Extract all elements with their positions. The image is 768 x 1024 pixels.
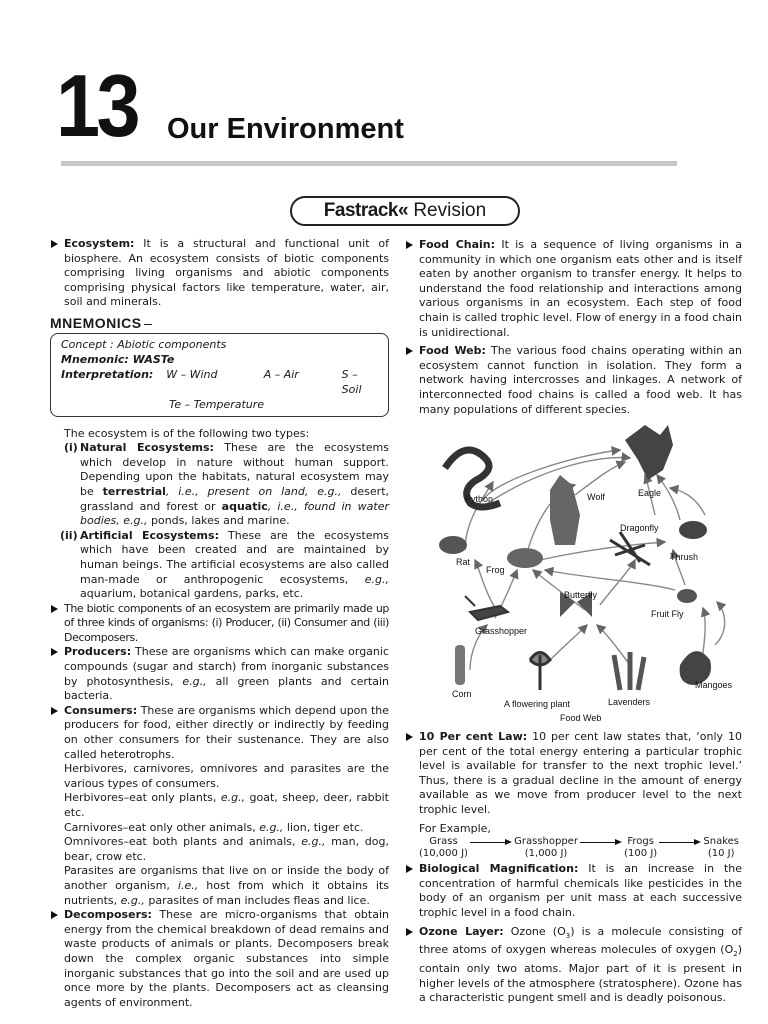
natural-text: These are the ecosystems which develop in nature without human support. Depending upon the habitats, natural ecosystem may be [80,441,389,498]
decomposers-term: Decomposers: [64,908,152,922]
ozone-text2: ) is a molecule consisting of three atoms of oxygen whereas molecules of oxygen (O [419,924,743,957]
decomposers-item [50,908,389,1010]
consumers-item [50,704,389,762]
label-eagle: Eagle [638,488,662,498]
producers-eg: e.g., [182,674,207,688]
food-web-figure [425,420,755,728]
herbivores-text: Herbivores–eat only plants, [64,791,221,805]
wolf-icon [550,475,580,545]
chapter-title: Our Environment [167,113,404,145]
thrush-icon [679,521,707,539]
ozone-text: Ozone (O [503,924,566,938]
omnivores-line [50,835,389,864]
example-label: For Example, [419,821,491,835]
artificial-text2: aquarium, botanical gardens, parks, etc. [80,587,304,601]
artificial-term: Artificial Ecosystems: [80,528,219,542]
bio-mag-item [405,862,742,920]
bullet-triangle-icon [51,240,58,248]
decomposers-text: These are micro-organisms that obtain energy from the chemical breakdown of dead remains and waste products of animals or plants. Decomposers break down the complex organic substances into simple inorganic substances that go into the soil and are used up once more by the plants. Decomposers act as cleansing agents of environment. [64,908,389,1009]
chain-grass-energy: (10,000 J) [419,848,468,860]
mnemonic-s: S – Soil [341,367,362,396]
rat-icon [439,536,467,554]
lavender-icon [614,652,644,690]
food-web-diagram [425,420,755,728]
herbivores-line [50,791,389,820]
label-mangoes: Mangoes [695,680,733,690]
fastrack-brand: Fastrack [323,200,398,221]
chapter-number: 13 [56,56,137,155]
mnemonics-heading [50,316,389,331]
ecosystem-text: It is a structural and functional unit of biosphere. An ecosystem consists of biotic components comprising living organisms and abiotic components comprising physical factors like temperature, water, air, soil and minerals. [64,237,389,309]
carnivores-line [50,821,389,836]
food-chain-item [405,238,742,340]
corn-icon [455,645,465,685]
ozone-subscript: 3 [565,931,571,940]
natural-num: (i) [64,441,78,455]
producers-text: These are organisms which can make organic compounds (sugar and starch) from inorganic substances by photosynthesis, [64,645,389,688]
right-column-lower [405,730,742,1006]
chain-snakes [703,836,739,860]
food-web-text: The various food chains operating within an ecosystem cannot function in isolation. They form a network having intercrosses and linkages. A network of interconnected food chains is called a food web. It has many populations of different species. [419,344,742,416]
natural-terrestrial: terrestrial [102,484,166,498]
natural-ie2: , i.e., found in water bodies, [80,499,389,528]
label-dragonfly: Dragonfly [620,523,659,533]
bullet-triangle-icon [406,241,413,249]
example-food-chain [419,836,739,860]
dragonfly-icon [610,532,650,565]
parasites-line [50,864,389,908]
ecosystem-item [50,237,389,310]
label-rat: Rat [456,557,471,567]
label-wolf: Wolf [587,492,605,502]
natural-ie: , i.e., present on land, [165,484,318,498]
mnemonic-value: Mnemonic: WASTe [61,352,175,366]
ten-percent-text: 10 per cent law states that, ‘only 10 per cent of the total energy entering a particular trophic level is available for transfer to the next trophic level.’ Thus, there is a gradual decline in the amount of energy available as we move from producer level to the next trophic level. [419,730,743,816]
ten-percent-item [405,730,742,818]
oxygen-subscript: 2 [733,950,738,959]
label-python: Python [465,494,494,504]
mnemonics-heading-text: MNEMONICS [50,314,142,331]
chain-grasshopper-name: Grasshopper [514,836,578,848]
grasshopper-icon [465,596,508,620]
artificial-num: (ii) [60,528,78,542]
types-intro: The ecosystem is of the following two types: [64,426,310,440]
chain-frogs-energy: (100 J) [624,848,658,860]
parasites-text2: host from which it obtains its nutrients, [64,878,389,907]
artificial-ecosystem-item [50,529,389,602]
arrow-right-icon [580,836,622,848]
label-corn: Corn [452,689,472,699]
figure-caption: Food Web [560,713,602,723]
bullet-triangle-icon [406,347,413,355]
ten-percent-term: 10 Per cent Law: [419,730,528,743]
parasites-eg: e.g., [120,893,145,907]
label-frog: Frog [486,565,505,575]
natural-term: Natural Ecosystems: [80,441,214,455]
chain-grass-name: Grass [429,836,458,848]
ozone-term: Ozone Layer: [419,924,504,938]
parasites-ie: i.e., [177,878,199,892]
chain-snakes-name: Snakes [703,836,740,848]
bullet-triangle-icon [406,928,413,936]
fastrack-mark: « [397,200,409,221]
consumers-text: These are organisms which depend upon the producers for food, either directly or indirectly by feeding on other consumers for their sustenance. They are also called heterotrophs. [64,703,389,761]
arrow-right-icon [659,836,701,848]
right-column [405,238,742,417]
flowering-plant-icon [530,653,550,691]
label-flowering-plant: A flowering plant [504,699,571,709]
label-grasshopper: Grasshopper [475,626,528,636]
ecosystem-term: Ecosystem: [64,237,135,250]
mnemonics-box [50,333,389,417]
bullet-triangle-icon [51,707,58,715]
mnemonic-concept: Concept : Abiotic components [61,337,227,351]
label-butterfly: Butterfly [564,590,598,600]
mnemonics-heading-rule [144,324,152,325]
bullet-triangle-icon [406,733,413,741]
bullet-triangle-icon [51,911,58,919]
mnemonic-w: W – Wind [166,367,218,381]
omnivores-text2: man, dog, bear, crow etc. [64,835,389,863]
chapter-divider [61,161,677,166]
natural-aquatic: aquatic [221,499,268,513]
label-lavenders: Lavenders [608,697,651,707]
ozone-text3: ) contain only two atoms. Major part of it is present in higher levels of the atmosphere (stratosphere). Ozone has a characteristic pungent smell and is deadly poisonous. [419,943,742,1005]
biotic-item [50,602,389,646]
eagle-icon [625,425,673,480]
food-web-term: Food Web: [419,344,486,358]
natural-eg: e.g., [317,484,342,498]
frog-icon [507,548,543,568]
natural-text3: ponds, lakes and marine. [147,514,290,528]
carnivores-text2: lion, tiger etc. [283,820,364,834]
herbivores-eg: e.g., [220,791,246,805]
mnemonic-interpretation-label: Interpretation: [61,367,154,381]
mnemonic-interpretation-row [61,367,380,397]
carnivores-text: Carnivores–eat only other animals, [64,820,260,834]
chain-frogs-name: Frogs [627,836,654,848]
consumer-types: Herbivores, carnivores, omnivores and parasites are the various types of consumers. [64,762,389,790]
herbivores-text2: goat, sheep, deer, rabbit etc. [64,791,389,819]
chain-snakes-energy: (10 J) [707,848,735,860]
bullet-triangle-icon [406,865,413,873]
artificial-eg: e.g., [364,572,389,586]
biotic-text: The biotic components of an ecosystem are primarily made up of three kinds of organisms: (i) Producer, (ii) Consumer and (iii) Decomposers. [64,601,389,644]
chain-frogs [624,836,657,860]
food-chain-term: Food Chain: [419,238,496,251]
chain-grasshopper-energy: (1,000 J) [524,848,568,860]
bullet-triangle-icon [51,605,58,613]
parasites-text: Parasites are organisms that live on or inside the body of another organism, [64,864,389,892]
mnemonic-t: Te – Temperature [169,397,265,411]
bullet-triangle-icon [51,648,58,656]
omnivores-text: Omnivores–eat both plants and animals, [64,835,302,849]
chain-grass [419,836,468,860]
fruit-fly-icon [677,589,697,603]
bio-mag-text: It is an increase in the concentration of harmful chemicals like pesticides in the body of an organism per unit mass at each successive trophic level in a food chain. [419,862,742,919]
fastrack-revision-banner [290,196,520,226]
omnivores-eg: e.g., [301,835,326,849]
fastrack-title: Revision [408,200,487,221]
natural-eg2: e.g., [123,514,148,528]
chain-grasshopper [514,836,578,860]
producers-item [50,645,389,703]
ozone-item [405,925,742,1006]
natural-text2: desert, grassland and forest or [80,484,390,513]
arrow-right-icon [470,836,512,848]
food-web-item [405,344,742,417]
producers-text2: all green plants and certain bacteria. [64,674,389,703]
bio-mag-term: Biological Magnification: [419,862,579,876]
carnivores-eg: e.g., [259,820,284,834]
parasites-text3: parasites of man includes fleas and lice. [144,893,370,907]
consumers-term: Consumers: [64,703,138,717]
natural-ecosystem-item [50,441,389,529]
label-fruit-fly: Fruit Fly [651,609,684,619]
producers-term: Producers: [64,645,132,659]
food-chain-text: It is a sequence of living organisms in a community in which one organism eats other and is itself eaten by another organism to transfer energy. It helps to understand the food relationship and interactions among various organisms in an ecosystem. Each step of food chain is called trophic level. Flow of energy in a food chain is unidirectional. [419,238,742,339]
artificial-text: These are the ecosystems which have been created and are maintained by human beings. The artificial ecosystems are also called man-made or anthropogenic ecosystems, [80,528,389,586]
mnemonic-a: A – Air [263,367,299,381]
label-thrush: Thrush [670,552,699,562]
left-column [50,237,389,1010]
